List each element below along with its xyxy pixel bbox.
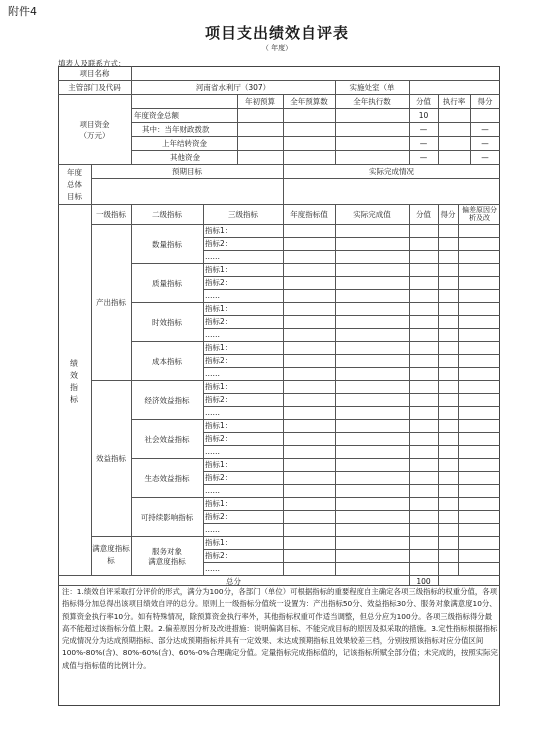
indicator-2-label: 指标2：: [205, 551, 233, 560]
funds-carry-label: 上年结转资金: [162, 139, 207, 148]
impl-dept-label: 实施处室（单: [349, 83, 395, 92]
dept-label: 主管部门及代码: [68, 83, 121, 92]
indicator-1-label: 指标1：: [205, 343, 233, 352]
header-level2: 二级指标: [152, 210, 182, 219]
level2-ecological: 生态效益指标: [144, 474, 190, 483]
level1-satisfaction-tail: 标: [107, 556, 115, 565]
indicator-1-label: 指标1：: [205, 421, 233, 430]
funds-other-label: 其他资金: [170, 153, 200, 162]
indicator-2-label: 指标2：: [205, 239, 233, 248]
year-line: （ 年度）: [261, 44, 293, 52]
goals-label-1: 年度: [67, 168, 82, 177]
indicator-more-label: ……: [205, 486, 220, 495]
col-points: 得分: [477, 97, 493, 106]
level1-output: 产出指标: [96, 298, 126, 307]
level2-service: 服务对象: [152, 547, 182, 556]
indicator-1-label: 指标1：: [205, 304, 233, 313]
indicator-more-label: ……: [205, 447, 220, 456]
footnote: 注：1.绩效自评采取打分评价的形式，满分为100分，各部门（单位）可根据指标的重要程度自主确定各项三级指标的权重分值，各项指标得分加总得出该项目绩效自评的总分。原则上一级指标分值统一设置为：产出指标50分、效益指标30分、服务对象满意度10分、预算资金执行率10分。如有特殊情况，除预算资金执行率外，其他指标权重可作适当调整，但总分应为100分。各项三级指标得分最高不能超过该指标分值上限。2.偏差原因分析及改进措施：说明偏离目标、不能完成目标的原因及拟采取的措施。3.定性指标根据指标完成情况分为达成预期指标、部分达成预期指标并具有一定效果、未达成预期指标且效果较差三档，分别按照该指标对应分值区间100%-80%(含)、80%-60%(含)、60%-0%合理确定分值。定量指标完成指标值的，记该指标所赋全部分值；未完成的，按照实际完成值与指标值的比例计分。: [62, 587, 498, 670]
level2-quality: 质量指标: [152, 279, 182, 288]
goals-actual-header: 实际完成情况: [369, 167, 414, 176]
indicator-1-label: 指标1：: [205, 538, 233, 547]
indicator-2-label: 指标2：: [205, 434, 233, 443]
level1-benefit: 效益指标: [96, 454, 126, 463]
project-name-label: 项目名称: [79, 69, 110, 78]
dash-mark: —: [419, 139, 428, 148]
indicator-2-label: 指标2：: [205, 356, 233, 365]
indicator-2-label: 指标2：: [205, 278, 233, 287]
level2-sustainable: 可持续影响指标: [140, 513, 194, 522]
indicator-2-label: 指标2：: [205, 317, 233, 326]
level2-service-sub: 满意度指标: [148, 557, 186, 566]
goals-label-3: 目标: [67, 192, 82, 201]
level1-satisfaction: 满意度指标: [92, 544, 130, 553]
indicator-more-label: ……: [205, 369, 220, 378]
funds-label: 项目资金: [79, 120, 110, 129]
header-target: 年度指标值: [290, 210, 328, 219]
indicator-more-label: ……: [205, 564, 220, 573]
funds-current-label: 其中：当年财政拨款: [142, 125, 210, 134]
indicator-more-label: ……: [205, 525, 220, 534]
indicator-2-label: 指标2：: [205, 395, 233, 404]
level2-cost: 成本指标: [152, 357, 182, 366]
attachment-label: 附件4: [8, 5, 37, 18]
dash-mark: —: [481, 139, 489, 148]
indicator-2-label: 指标2：: [205, 473, 233, 482]
col-exec-full: 全年执行数: [353, 97, 391, 106]
header-level3: 三级指标: [228, 210, 258, 219]
indicator-more-label: ……: [205, 330, 220, 339]
funds-total-score: 10: [418, 111, 429, 120]
dept-value: 河南省水利厅（307）: [195, 83, 271, 92]
header-score: 分值: [416, 210, 431, 219]
indicator-more-label: ……: [205, 252, 220, 261]
filler-contact-label: 填表人及联系方式：: [58, 59, 126, 68]
col-budget-initial: 年初预算: [245, 97, 275, 106]
goals-label-2: 总体: [67, 180, 82, 189]
level2-social: 社会效益指标: [144, 435, 190, 444]
dash-mark: —: [419, 153, 428, 162]
col-budget-full: 全年预算数: [290, 97, 328, 106]
header-level1: 一级指标: [96, 210, 126, 219]
page-title: 项目支出绩效自评表: [204, 24, 349, 42]
total-label: 总分: [226, 577, 241, 586]
indicator-1-label: 指标1：: [205, 382, 233, 391]
col-score: 分值: [416, 97, 431, 106]
col-exec-rate: 执行率: [442, 97, 466, 106]
perf-side-label: 绩效指标: [70, 359, 78, 404]
dash-mark: —: [419, 125, 428, 134]
indicator-1-label: 指标1：: [205, 499, 233, 508]
indicator-1-label: 指标1：: [205, 265, 233, 274]
indicator-2-label: 指标2：: [205, 512, 233, 521]
indicator-more-label: ……: [205, 291, 220, 300]
indicator-1-label: 指标1：: [205, 226, 233, 235]
level2-quantity: 数量指标: [152, 240, 182, 249]
level2-timeliness: 时效指标: [152, 318, 182, 327]
goals-expected-header: 预期目标: [172, 167, 202, 176]
header-actual: 实际完成值: [353, 210, 391, 219]
funds-unit-label: （万元）: [79, 131, 110, 140]
funds-total-label: 年度资金总额: [134, 111, 179, 120]
total-value: 100: [416, 577, 431, 586]
header-points: 得分: [440, 210, 456, 219]
level2-economic: 经济效益指标: [144, 396, 190, 405]
indicator-1-label: 指标1：: [205, 460, 233, 469]
header-reason: 偏差原因分析及改: [462, 206, 497, 222]
dash-mark: —: [481, 153, 489, 162]
dash-mark: —: [481, 125, 489, 134]
indicator-more-label: ……: [205, 408, 220, 417]
